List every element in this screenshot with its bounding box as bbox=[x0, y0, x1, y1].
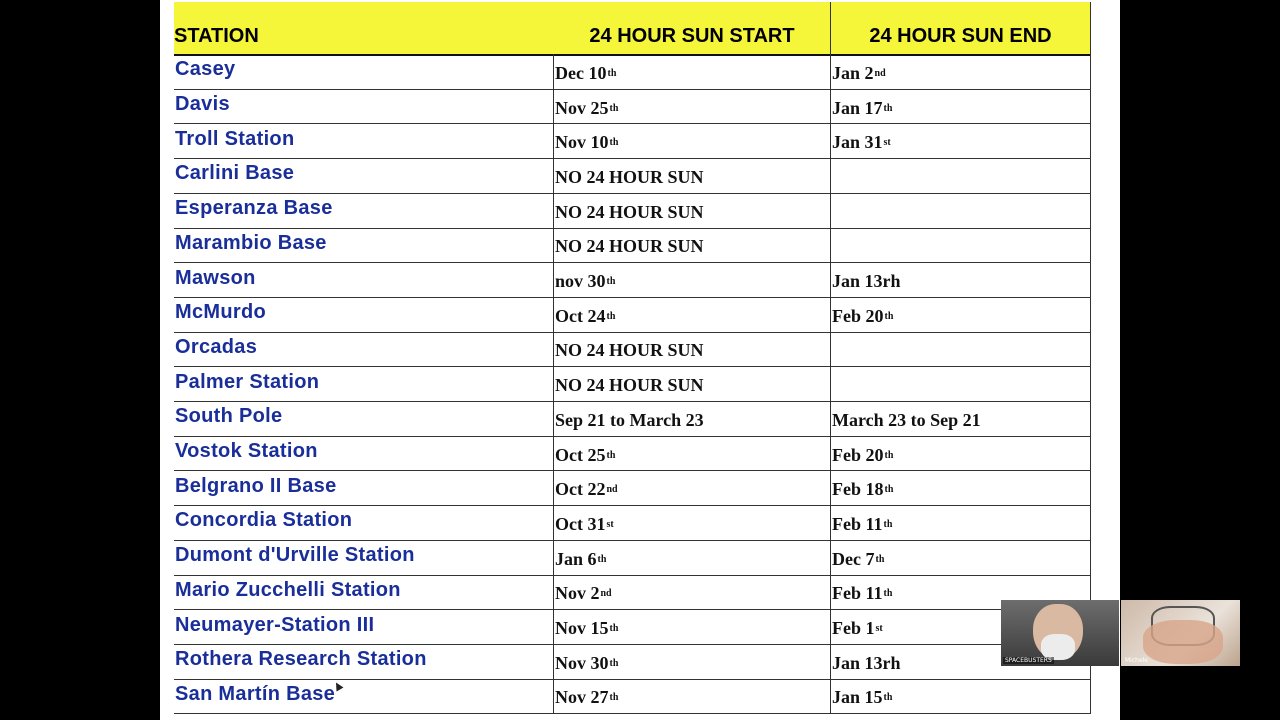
sun-end-cell bbox=[832, 575, 892, 610]
sun-start-cell bbox=[555, 505, 614, 540]
ordinal-suffix: th bbox=[606, 276, 616, 288]
sun-start-date: NO 24 HOUR SUN bbox=[555, 340, 704, 361]
sun-start-date: Nov 10 bbox=[555, 132, 609, 153]
station-name: Marambio Base bbox=[175, 231, 327, 254]
sun-start-cell bbox=[555, 297, 615, 332]
ordinal-suffix: th bbox=[884, 310, 894, 322]
station-name: San Martín Base bbox=[175, 682, 336, 705]
table-row bbox=[174, 436, 1091, 471]
station-name: McMurdo bbox=[175, 301, 266, 324]
sun-start-cell bbox=[555, 158, 705, 193]
sun-end-cell bbox=[832, 470, 893, 505]
table-row bbox=[174, 679, 1091, 714]
sun-start-cell bbox=[555, 575, 612, 610]
sun-start-cell bbox=[555, 262, 615, 297]
table-row bbox=[174, 332, 1091, 367]
station-name: South Pole bbox=[175, 405, 283, 428]
ordinal-suffix: th bbox=[875, 553, 885, 565]
station-name: Mario Zucchelli Station bbox=[175, 578, 401, 601]
table-row bbox=[174, 470, 1091, 505]
sun-end-cell bbox=[832, 228, 833, 263]
sun-end-date: Feb 20 bbox=[832, 305, 884, 326]
station-name: Palmer Station bbox=[175, 370, 320, 393]
webcam-guest bbox=[1121, 600, 1240, 666]
table-row bbox=[174, 644, 1091, 679]
sun-end-cell bbox=[832, 158, 833, 193]
sun-start-cell bbox=[555, 401, 705, 436]
ordinal-suffix: th bbox=[606, 449, 616, 461]
sun-start-cell bbox=[555, 609, 618, 644]
sun-start-cell bbox=[555, 228, 705, 263]
sun-end-cell bbox=[832, 679, 892, 714]
ordinal-suffix: th bbox=[597, 553, 607, 565]
sun-start-date: NO 24 HOUR SUN bbox=[555, 201, 704, 222]
sun-end-date: Jan 31 bbox=[832, 132, 883, 153]
station-name: Concordia Station bbox=[175, 509, 353, 532]
sun-start-cell bbox=[555, 332, 705, 367]
sun-start-date: Oct 22 bbox=[555, 479, 606, 500]
sun-end-date: Feb 20 bbox=[832, 444, 884, 465]
ordinal-suffix: nd bbox=[606, 484, 618, 496]
ordinal-suffix: st bbox=[875, 623, 883, 635]
sun-start-cell bbox=[555, 540, 606, 575]
ordinal-suffix: st bbox=[606, 518, 614, 530]
sun-start-date: Oct 24 bbox=[555, 305, 606, 326]
column-divider bbox=[830, 2, 831, 714]
sun-start-date: NO 24 HOUR SUN bbox=[555, 166, 704, 187]
sun-end-cell bbox=[832, 401, 982, 436]
sun-end-date: Feb 18 bbox=[832, 479, 884, 500]
ordinal-suffix: th bbox=[609, 137, 619, 149]
station-name: Dumont d'Urville Station bbox=[175, 544, 415, 567]
sun-end-cell bbox=[832, 436, 893, 471]
webcam-host bbox=[1001, 600, 1119, 666]
sun-start-cell bbox=[555, 193, 705, 228]
table-row bbox=[174, 54, 1091, 89]
station-name: Orcadas bbox=[175, 335, 258, 358]
table-row bbox=[174, 158, 1091, 193]
station-name: Neumayer-Station III bbox=[175, 613, 375, 636]
sun-end-cell bbox=[832, 262, 902, 297]
sun-start-date: Nov 27 bbox=[555, 687, 609, 708]
station-name: Esperanza Base bbox=[175, 197, 333, 220]
webcam-guest-label: Michele bbox=[1125, 657, 1148, 664]
ordinal-suffix: nd bbox=[600, 588, 612, 600]
sun-start-date: Oct 25 bbox=[555, 444, 606, 465]
sun-start-date: Nov 2 bbox=[555, 583, 600, 604]
ordinal-suffix: th bbox=[609, 657, 619, 669]
sun-start-cell bbox=[555, 123, 618, 158]
webcam-host-label: SPACEBUSTERS bbox=[1005, 657, 1052, 664]
ordinal-suffix: th bbox=[883, 588, 893, 600]
sun-end-date: Feb 11 bbox=[832, 583, 883, 604]
sun-start-cell bbox=[555, 54, 616, 89]
sun-start-date: Nov 15 bbox=[555, 618, 609, 639]
ordinal-suffix: th bbox=[607, 67, 617, 79]
sun-end-cell bbox=[832, 644, 902, 679]
sun-end-date: Feb 1 bbox=[832, 618, 875, 639]
sun-end-date: Dec 7 bbox=[832, 548, 875, 569]
sun-end-cell bbox=[832, 89, 892, 124]
sun-end-date: Jan 2 bbox=[832, 62, 874, 83]
sun-start-cell bbox=[555, 470, 618, 505]
sun-end-date: Jan 13rh bbox=[832, 652, 901, 673]
sun-end-cell bbox=[832, 609, 883, 644]
sun-start-cell bbox=[555, 436, 615, 471]
sun-end-date: Feb 11 bbox=[832, 513, 883, 534]
table-row bbox=[174, 193, 1091, 228]
sun-start-cell bbox=[555, 89, 618, 124]
sun-end-date: March 23 to Sep 21 bbox=[832, 409, 981, 430]
sun-end-cell bbox=[832, 297, 893, 332]
station-name: Carlini Base bbox=[175, 162, 295, 185]
sun-start-date: Nov 30 bbox=[555, 652, 609, 673]
station-name: Mawson bbox=[175, 266, 256, 289]
sun-start-date: NO 24 HOUR SUN bbox=[555, 375, 704, 396]
table-row bbox=[174, 505, 1091, 540]
ordinal-suffix: th bbox=[883, 102, 893, 114]
ordinal-suffix: th bbox=[883, 518, 893, 530]
ordinal-suffix: th bbox=[609, 102, 619, 114]
ordinal-suffix: th bbox=[609, 623, 619, 635]
sun-end-date: Jan 13rh bbox=[832, 271, 901, 292]
ordinal-suffix: th bbox=[606, 310, 616, 322]
station-name: Troll Station bbox=[175, 127, 295, 150]
sun-start-date: Dec 10 bbox=[555, 62, 607, 83]
station-name: Rothera Research Station bbox=[175, 648, 427, 671]
sun-start-date: nov 30 bbox=[555, 271, 606, 292]
table-row bbox=[174, 262, 1091, 297]
sun-start-cell bbox=[555, 644, 618, 679]
table-row bbox=[174, 401, 1091, 436]
sun-end-cell bbox=[832, 505, 892, 540]
ordinal-suffix: st bbox=[883, 137, 891, 149]
table-row bbox=[174, 609, 1091, 644]
sun-start-date: Oct 31 bbox=[555, 513, 606, 534]
table-row bbox=[174, 540, 1091, 575]
table-row bbox=[174, 123, 1091, 158]
sun-start-date: NO 24 HOUR SUN bbox=[555, 236, 704, 257]
row-divider bbox=[174, 713, 1091, 714]
header-sun-start: 24 HOUR SUN START bbox=[589, 25, 795, 47]
sun-end-date: Jan 17 bbox=[832, 97, 883, 118]
sun-end-cell bbox=[832, 123, 891, 158]
ordinal-suffix: nd bbox=[874, 67, 886, 79]
table-row bbox=[174, 575, 1091, 610]
ordinal-suffix: th bbox=[609, 692, 619, 704]
table-row bbox=[174, 89, 1091, 124]
sun-end-date: Jan 15 bbox=[832, 687, 883, 708]
table-row bbox=[174, 366, 1091, 401]
station-name: Belgrano II Base bbox=[175, 474, 337, 497]
sun-end-cell bbox=[832, 366, 833, 401]
ordinal-suffix: th bbox=[884, 484, 894, 496]
table-row bbox=[174, 228, 1091, 263]
header-station: STATION bbox=[174, 25, 259, 47]
station-name: Vostok Station bbox=[175, 440, 318, 463]
sun-start-date: Nov 25 bbox=[555, 97, 609, 118]
station-name: Casey bbox=[175, 58, 236, 81]
sun-end-cell bbox=[832, 332, 833, 367]
sun-end-cell bbox=[832, 54, 886, 89]
sun-start-cell bbox=[555, 366, 705, 401]
ordinal-suffix: th bbox=[884, 449, 894, 461]
column-divider bbox=[553, 54, 554, 714]
sun-start-cell bbox=[555, 679, 618, 714]
hands bbox=[1143, 620, 1223, 664]
sun-start-date: Jan 6 bbox=[555, 548, 597, 569]
sun-start-date: Sep 21 to March 23 bbox=[555, 409, 704, 430]
ordinal-suffix: th bbox=[883, 692, 893, 704]
sun-end-cell bbox=[832, 193, 833, 228]
station-name: Davis bbox=[175, 93, 230, 116]
table-row bbox=[174, 297, 1091, 332]
header-sun-end: 24 HOUR SUN END bbox=[869, 25, 1052, 47]
sun-end-cell bbox=[832, 540, 884, 575]
